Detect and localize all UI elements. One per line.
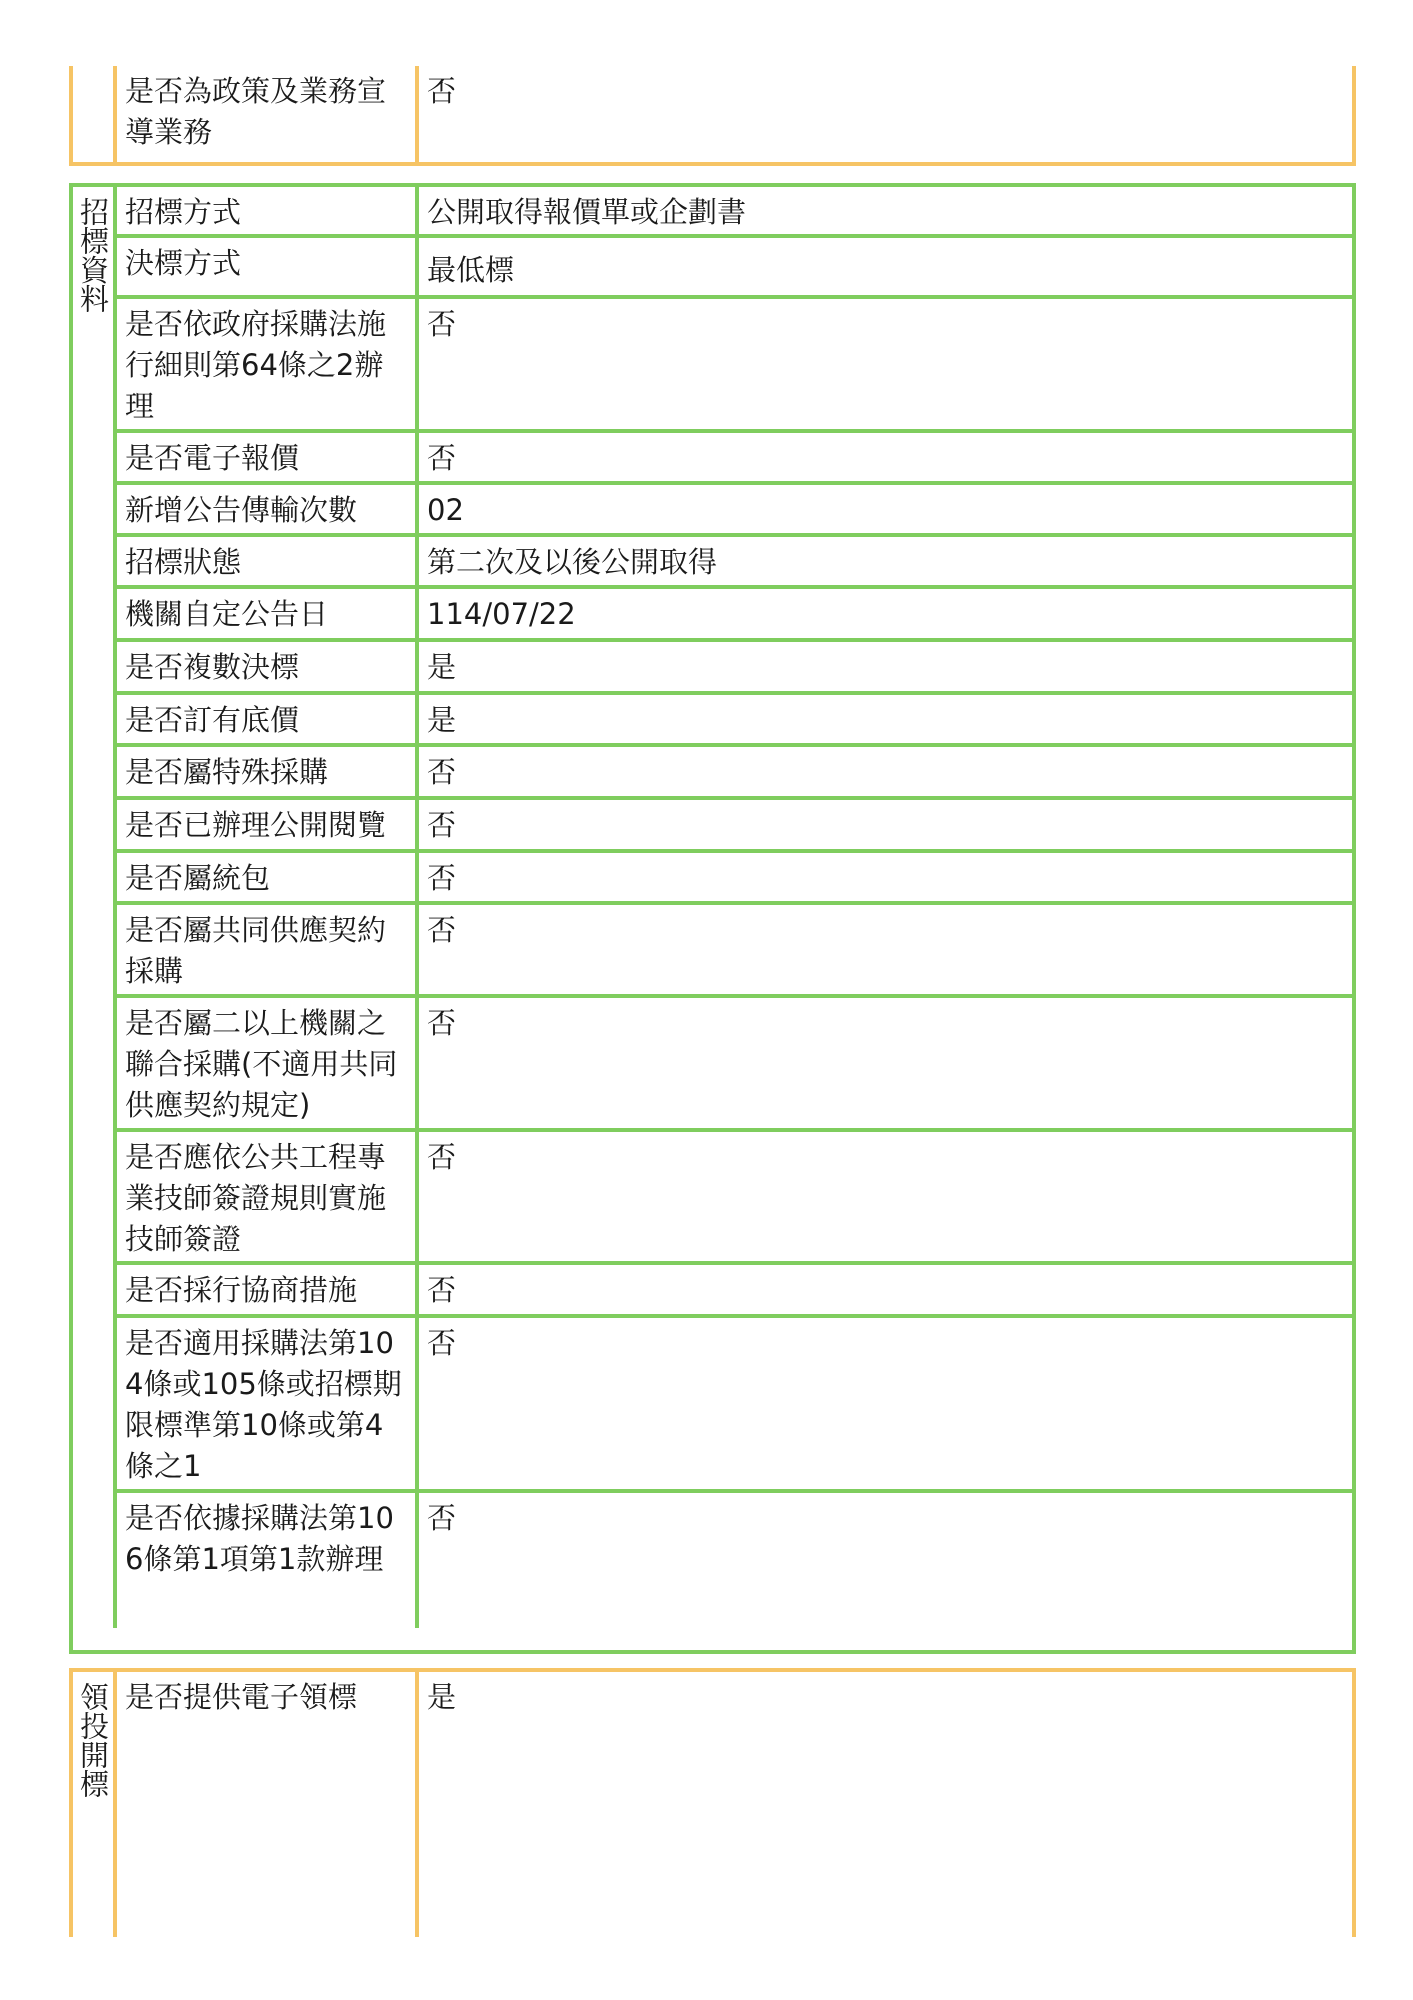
tender-data-section <box>69 183 1356 1654</box>
tender-value-6: 第二次及以後公開取得 <box>419 537 1352 589</box>
tender-label-13: 是否屬共同供應契約採購 <box>117 905 419 998</box>
tender-section-title: 招標資料 <box>73 187 117 1628</box>
tender-label-16: 是否採行協商措施 <box>117 1265 419 1318</box>
tender-value-14: 否 <box>419 998 1352 1132</box>
tender-value-15: 否 <box>419 1132 1352 1265</box>
tender-value-7: 114/07/22 <box>419 589 1352 642</box>
tender-label-8: 是否複數決標 <box>117 642 419 695</box>
policy-section <box>69 66 1356 166</box>
tender-value-13: 否 <box>419 905 1352 998</box>
collect-label-1: 是否提供電子領標 <box>117 1672 419 1937</box>
tender-value-17: 否 <box>419 1318 1352 1493</box>
tender-label-18: 是否依據採購法第106條第1項第1款辦理 <box>117 1493 419 1628</box>
collect-open-section <box>69 1668 1356 1937</box>
tender-value-16: 否 <box>419 1265 1352 1318</box>
tender-value-5: 02 <box>419 485 1352 537</box>
tender-value-9: 是 <box>419 695 1352 747</box>
tender-label-1: 招標方式 <box>117 187 419 238</box>
tender-label-9: 是否訂有底價 <box>117 695 419 747</box>
tender-label-2: 決標方式 <box>117 238 419 299</box>
tender-label-12: 是否屬統包 <box>117 853 419 905</box>
tender-value-12: 否 <box>419 853 1352 905</box>
tender-value-8: 是 <box>419 642 1352 695</box>
tender-label-11: 是否已辦理公開閱覽 <box>117 800 419 853</box>
policy-row-value: 否 <box>427 74 457 108</box>
tender-value-18: 否 <box>427 1501 457 1535</box>
policy-section-side <box>73 66 117 162</box>
tender-value-10: 否 <box>419 747 1352 800</box>
tender-label-5: 新增公告傳輸次數 <box>117 485 419 537</box>
tender-label-3: 是否依政府採購法施行細則第64條之2辦理 <box>117 299 419 433</box>
tender-label-10: 是否屬特殊採購 <box>117 747 419 800</box>
tender-label-17: 是否適用採購法第104條或105條或招標期限標準第10條或第4條之1 <box>117 1318 419 1493</box>
policy-row-label: 是否為政策及業務宣導業務 <box>117 66 419 162</box>
tender-label-15: 是否應依公共工程專業技師簽證規則實施技師簽證 <box>117 1132 419 1265</box>
tender-label-4: 是否電子報價 <box>117 433 419 485</box>
collect-value-1: 是 <box>427 1680 457 1714</box>
tender-value-1: 公開取得報價單或企劃書 <box>419 187 1352 238</box>
collect-section-title: 領投開標 <box>73 1672 117 1937</box>
tender-label-14: 是否屬二以上機關之聯合採購(不適用共同供應契約規定) <box>117 998 419 1132</box>
tender-value-3: 否 <box>419 299 1352 433</box>
tender-label-6: 招標狀態 <box>117 537 419 589</box>
tender-value-2: 最低標 <box>419 238 1352 299</box>
tender-value-4: 否 <box>419 433 1352 485</box>
tender-value-11: 否 <box>419 800 1352 853</box>
tender-label-7: 機關自定公告日 <box>117 589 419 642</box>
